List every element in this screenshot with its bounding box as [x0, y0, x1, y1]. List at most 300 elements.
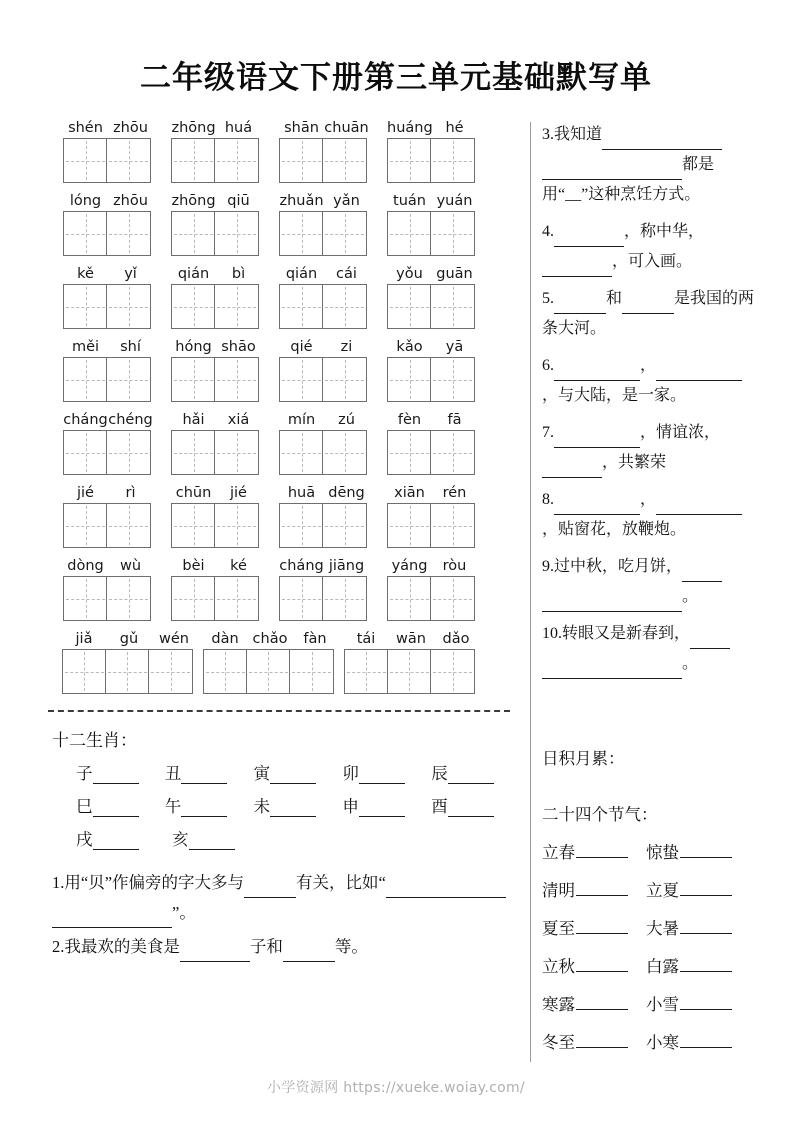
grid-boxes: [63, 211, 153, 256]
pinyin-syllable: dàn: [211, 631, 239, 647]
solar-term-cell: [542, 1029, 646, 1053]
syllable-labels: [171, 118, 261, 138]
grid-boxes: [279, 503, 369, 548]
answer-blank[interactable]: [448, 783, 494, 784]
question-6-text-c: ，与: [542, 387, 575, 404]
pinyin-syllable: qián: [285, 266, 318, 282]
zodiac-cell: [431, 760, 520, 784]
answer-blank[interactable]: [680, 1047, 732, 1048]
pinyin-syllable: zhōu: [113, 120, 148, 136]
pinyin-syllable: chǎo: [252, 631, 288, 647]
answer-blank[interactable]: [542, 179, 682, 180]
grid-boxes: [387, 503, 477, 548]
answer-blank[interactable]: [656, 514, 742, 515]
solar-term-cell: [542, 877, 646, 901]
question-item-2: [52, 932, 518, 962]
question-2-text-a: 2.我最欢的美食是: [52, 937, 180, 956]
tianzige-box[interactable]: [171, 357, 216, 402]
pinyin-syllable: fèn: [397, 412, 422, 428]
answer-blank[interactable]: [690, 648, 730, 649]
syllable-labels: [63, 118, 153, 138]
tianzige-box[interactable]: [171, 430, 216, 475]
tianzige-box[interactable]: [279, 357, 324, 402]
syllable-labels: [63, 337, 153, 357]
solar-term-cell: [646, 877, 732, 901]
answer-blank[interactable]: [542, 276, 612, 277]
tianzige-box[interactable]: [214, 503, 259, 548]
answer-blank[interactable]: [189, 849, 235, 850]
pinyin-syllable: wén: [159, 631, 189, 647]
answer-blank[interactable]: [576, 895, 628, 896]
tianzige-box[interactable]: [63, 357, 108, 402]
syllable-labels: [63, 483, 153, 503]
answer-blank[interactable]: [270, 783, 316, 784]
tianzige-box[interactable]: [203, 649, 248, 694]
grid-boxes: [63, 576, 153, 621]
pinyin-syllable: huā: [287, 485, 316, 501]
answer-blank[interactable]: [93, 849, 139, 850]
tianzige-box[interactable]: [430, 576, 475, 621]
answer-blank[interactable]: [52, 927, 172, 928]
daily-accumulation-heading: 日积月累：: [542, 749, 625, 768]
answer-blank[interactable]: [181, 816, 227, 817]
pinyin-syllable: hǎi: [182, 412, 205, 428]
syllable-labels: [171, 191, 261, 211]
question-9-text-b: 。: [682, 588, 699, 605]
tianzige-box[interactable]: [148, 649, 193, 694]
syllable-labels: [203, 629, 338, 649]
tianzige-box[interactable]: [106, 503, 151, 548]
question-7-text-a: 7.: [542, 424, 554, 441]
dashed-separator: [48, 710, 510, 712]
answer-blank[interactable]: [542, 678, 682, 679]
tianzige-box[interactable]: [322, 138, 367, 183]
solar-term-cell: [646, 1029, 732, 1053]
zodiac-cell: [431, 793, 520, 817]
answer-blank[interactable]: [542, 611, 682, 612]
question-7-text-c: ，共繁荣: [602, 454, 667, 471]
grid-boxes: [387, 357, 477, 402]
tianzige-box[interactable]: [322, 503, 367, 548]
tianzige-box[interactable]: [214, 284, 259, 329]
tianzige-box[interactable]: [106, 211, 151, 256]
grid-boxes: [63, 138, 153, 183]
solar-term-label: 立春: [542, 843, 575, 862]
syllable-labels: [387, 410, 477, 430]
word-group: [203, 629, 338, 694]
tianzige-box[interactable]: [214, 430, 259, 475]
word-group: [279, 410, 369, 475]
answer-blank[interactable]: [359, 816, 405, 817]
word-group: [387, 410, 477, 475]
pinyin-syllable: qié: [290, 339, 313, 355]
solar-term-label: 小雪: [646, 995, 679, 1014]
pinyin-syllable: zi: [340, 339, 353, 355]
answer-blank[interactable]: [554, 447, 640, 448]
column-divider: [530, 122, 531, 1062]
grid-boxes: [387, 211, 477, 256]
zodiac-label: 申: [342, 797, 359, 816]
tianzige-box[interactable]: [430, 211, 475, 256]
grid-boxes: [279, 576, 369, 621]
page-title: 二年级语文下册第三单元基础默写单: [140, 60, 652, 95]
pinyin-syllable: měi: [71, 339, 100, 355]
syllable-labels: [279, 118, 369, 138]
grid-boxes: [387, 576, 477, 621]
answer-blank[interactable]: [680, 857, 732, 858]
syllable-labels: [387, 483, 477, 503]
pinyin-syllable: kǎo: [396, 339, 423, 355]
pinyin-syllable: cháng: [279, 558, 324, 574]
pinyin-row: [20, 264, 520, 329]
answer-blank[interactable]: [656, 380, 742, 381]
tianzige-box[interactable]: [106, 430, 151, 475]
pinyin-syllable: jié: [230, 485, 247, 501]
tianzige-box[interactable]: [63, 576, 108, 621]
tianzige-box[interactable]: [63, 430, 108, 475]
question-item-7: [542, 418, 758, 478]
pinyin-syllable: mín: [287, 412, 316, 428]
solar-term-label: 清明: [542, 881, 575, 900]
zodiac-label: 未: [253, 797, 271, 816]
solar-term-label: 冬至: [542, 1033, 575, 1052]
tianzige-box[interactable]: [214, 211, 259, 256]
pinyin-syllable: dēng: [328, 485, 365, 501]
question-7-text-b: ，情谊浓，: [640, 424, 721, 441]
tianzige-box[interactable]: [387, 430, 432, 475]
question-9-text-a: 9.过中秋，吃月饼，: [542, 558, 683, 575]
answer-blank[interactable]: [448, 816, 494, 817]
word-group: [63, 191, 153, 256]
tianzige-box[interactable]: [63, 211, 108, 256]
word-group: [387, 556, 477, 621]
solar-term-cell: [646, 915, 732, 939]
word-group: [171, 483, 261, 548]
solar-term-cell: [542, 991, 646, 1015]
zodiac-label: 卯: [342, 764, 359, 783]
zodiac-label: 亥: [172, 830, 189, 849]
syllable-labels: [387, 264, 477, 284]
question-8-text-b: ，: [640, 491, 657, 508]
pinyin-syllable: yǒu: [396, 266, 423, 282]
tianzige-box[interactable]: [106, 357, 151, 402]
pinyin-syllable: shí: [120, 339, 141, 355]
pinyin-syllable: zhōu: [113, 193, 148, 209]
word-group: [279, 191, 369, 256]
answer-blank[interactable]: [359, 783, 405, 784]
pinyin-syllable: ké: [230, 558, 247, 574]
word-group: [63, 410, 153, 475]
pinyin-syllable: qiū: [227, 193, 250, 209]
tianzige-box[interactable]: [106, 576, 151, 621]
solar-term-row: [542, 991, 758, 1015]
zodiac-label: 巳: [76, 797, 93, 816]
answer-blank[interactable]: [682, 581, 722, 582]
solar-term-row: [542, 953, 758, 977]
zodiac-row: [52, 826, 520, 850]
solar-term-cell: [542, 915, 646, 939]
word-group: [63, 556, 153, 621]
pinyin-syllable: lóng: [69, 193, 102, 209]
word-group: [171, 264, 261, 329]
answer-blank[interactable]: [554, 380, 640, 381]
pinyin-syllable: tái: [356, 631, 376, 647]
pinyin-row: [20, 337, 520, 402]
question-5-text-b: 和: [606, 290, 623, 307]
tianzige-box[interactable]: [279, 138, 324, 183]
zodiac-cell: [342, 793, 431, 817]
solar-term-label: 小寒: [646, 1033, 679, 1052]
pinyin-row: [20, 118, 520, 183]
pinyin-syllable: gǔ: [119, 631, 139, 647]
pinyin-syllable: chuān: [324, 120, 369, 136]
solar-term-row: [542, 877, 758, 901]
tianzige-box[interactable]: [214, 576, 259, 621]
tianzige-box[interactable]: [344, 649, 389, 694]
syllable-labels: [63, 264, 153, 284]
word-group: [279, 337, 369, 402]
tianzige-box[interactable]: [387, 649, 432, 694]
tianzige-box[interactable]: [279, 284, 324, 329]
question-6-text-a: 6.: [542, 357, 554, 374]
answer-blank[interactable]: [680, 1009, 732, 1010]
pinyin-syllable: hóng: [175, 339, 212, 355]
syllable-labels: [387, 191, 477, 211]
tianzige-box[interactable]: [279, 576, 324, 621]
tianzige-box[interactable]: [171, 284, 216, 329]
zodiac-cell: [76, 760, 165, 784]
answer-blank[interactable]: [576, 1009, 628, 1010]
tianzige-box[interactable]: [430, 138, 475, 183]
pinyin-syllable: huá: [224, 120, 253, 136]
tianzige-box[interactable]: [171, 211, 216, 256]
pinyin-syllable: yuán: [436, 193, 473, 209]
pinyin-syllable: huáng: [387, 120, 433, 136]
answer-blank[interactable]: [93, 816, 139, 817]
pinyin-syllable: guān: [436, 266, 473, 282]
question-4-text-b: ，称中华，: [624, 223, 705, 240]
question-10-text-b: 。: [682, 655, 699, 672]
answer-blank[interactable]: [181, 783, 227, 784]
tianzige-box[interactable]: [279, 211, 324, 256]
word-group: [279, 483, 369, 548]
answer-blank[interactable]: [576, 933, 628, 934]
tianzige-box[interactable]: [279, 430, 324, 475]
answer-blank[interactable]: [244, 897, 296, 898]
tianzige-box[interactable]: [63, 138, 108, 183]
word-group: [171, 410, 261, 475]
syllable-labels: [171, 556, 261, 576]
tianzige-box[interactable]: [430, 503, 475, 548]
tianzige-box[interactable]: [322, 357, 367, 402]
zodiac-cell: [342, 760, 431, 784]
answer-blank[interactable]: [180, 961, 250, 962]
syllable-labels: [279, 410, 369, 430]
pinyin-syllable: zhōng: [171, 193, 216, 209]
pinyin-syllable: xiá: [227, 412, 250, 428]
tianzige-box[interactable]: [322, 576, 367, 621]
tianzige-box[interactable]: [171, 138, 216, 183]
pinyin-syllable: bèi: [182, 558, 205, 574]
pinyin-syllable: dòng: [67, 558, 104, 574]
zodiac-label: 辰: [431, 764, 448, 783]
word-group: [63, 264, 153, 329]
grid-boxes: [63, 284, 153, 329]
word-group: [279, 556, 369, 621]
tianzige-box[interactable]: [322, 211, 367, 256]
zodiac-cell: [172, 826, 268, 850]
tianzige-box[interactable]: [214, 138, 259, 183]
grid-boxes: [63, 357, 153, 402]
pinyin-row: [20, 191, 520, 256]
tianzige-box[interactable]: [430, 357, 475, 402]
answer-blank[interactable]: [93, 783, 139, 784]
answer-blank[interactable]: [386, 897, 506, 898]
grid-boxes: [63, 430, 153, 475]
word-group: [63, 118, 153, 183]
solar-term-label: 夏至: [542, 919, 575, 938]
answer-blank[interactable]: [576, 857, 628, 858]
syllable-labels: [63, 410, 153, 430]
right-column: [542, 120, 758, 1053]
pinyin-row: [20, 629, 520, 694]
answer-blank[interactable]: [554, 313, 606, 314]
zodiac-label: 戌: [76, 830, 93, 849]
tianzige-box[interactable]: [322, 284, 367, 329]
tianzige-box[interactable]: [322, 430, 367, 475]
grid-boxes: [62, 649, 197, 694]
question-8-text-c: ，贴: [542, 521, 575, 538]
word-group: [387, 264, 477, 329]
question-6-text-b: ，: [640, 357, 657, 374]
pinyin-writing-grid: [20, 118, 520, 694]
syllable-labels: [279, 264, 369, 284]
syllable-labels: [171, 483, 261, 503]
tianzige-box[interactable]: [106, 138, 151, 183]
question-item-10: [542, 619, 758, 679]
pinyin-row: [20, 556, 520, 621]
answer-blank[interactable]: [622, 313, 674, 314]
tianzige-box[interactable]: [430, 284, 475, 329]
tianzige-box[interactable]: [106, 284, 151, 329]
answer-blank[interactable]: [283, 961, 335, 962]
question-1-text-b: 有关，比如“: [296, 873, 386, 892]
solar-terms-heading: 二十四个节气：: [542, 805, 658, 824]
grid-boxes: [171, 503, 261, 548]
question-item-5: [542, 284, 758, 344]
zodiac-cell: [76, 793, 165, 817]
syllable-labels: [387, 337, 477, 357]
answer-blank[interactable]: [680, 971, 732, 972]
grid-boxes: [279, 430, 369, 475]
tianzige-box[interactable]: [289, 649, 334, 694]
solar-term-row: [542, 839, 758, 863]
syllable-labels: [279, 556, 369, 576]
tianzige-box[interactable]: [387, 284, 432, 329]
pinyin-syllable: fā: [447, 412, 462, 428]
grid-boxes: [203, 649, 338, 694]
answer-blank[interactable]: [576, 971, 628, 972]
tianzige-box[interactable]: [387, 138, 432, 183]
tianzige-box[interactable]: [430, 430, 475, 475]
pinyin-syllable: shāo: [221, 339, 256, 355]
zodiac-label: 寅: [253, 764, 271, 783]
tianzige-box[interactable]: [214, 357, 259, 402]
answer-blank[interactable]: [680, 895, 732, 896]
answer-blank[interactable]: [680, 933, 732, 934]
answer-blank[interactable]: [542, 477, 602, 478]
solar-term-cell: [646, 839, 732, 863]
tianzige-box[interactable]: [387, 503, 432, 548]
grid-boxes: [171, 576, 261, 621]
answer-blank[interactable]: [554, 246, 624, 247]
zodiac-cell: [254, 760, 343, 784]
answer-blank[interactable]: [576, 1047, 628, 1048]
tianzige-box[interactable]: [387, 576, 432, 621]
pinyin-row: [20, 410, 520, 475]
solar-term-label: 大暑: [646, 919, 679, 938]
question-3-text-a: 3.我知道: [542, 126, 603, 143]
grid-boxes: [171, 357, 261, 402]
question-2-text-c: 等。: [334, 937, 368, 956]
pinyin-syllable: zhuǎn: [279, 193, 324, 209]
tianzige-box[interactable]: [387, 357, 432, 402]
pinyin-syllable: wān: [396, 631, 426, 647]
question-item-1: [52, 868, 518, 928]
tianzige-box[interactable]: [430, 649, 475, 694]
zodiac-cell: [165, 793, 254, 817]
grid-boxes: [279, 138, 369, 183]
tianzige-box[interactable]: [62, 649, 107, 694]
zodiac-label: 子: [76, 764, 93, 783]
left-column: [20, 118, 520, 966]
tianzige-box[interactable]: [105, 649, 150, 694]
tianzige-box[interactable]: [246, 649, 291, 694]
grid-boxes: [63, 503, 153, 548]
question-4-text-a: 4.: [542, 223, 554, 240]
word-group: [344, 629, 479, 694]
pinyin-syllable: kě: [77, 266, 94, 282]
tianzige-box[interactable]: [63, 503, 108, 548]
question-item-8: [542, 485, 758, 545]
grid-boxes: [387, 284, 477, 329]
question-item-4: [542, 217, 758, 277]
answer-blank[interactable]: [554, 514, 640, 515]
pinyin-syllable: fàn: [303, 631, 327, 647]
tianzige-box[interactable]: [387, 211, 432, 256]
word-group: [171, 191, 261, 256]
syllable-labels: [62, 629, 197, 649]
tianzige-box[interactable]: [171, 503, 216, 548]
zodiac-label: 酉: [431, 797, 448, 816]
question-8-text-d: 窗花，放鞭炮。: [574, 521, 687, 538]
tianzige-box[interactable]: [63, 284, 108, 329]
solar-term-label: 白露: [646, 957, 679, 976]
word-group: [387, 337, 477, 402]
syllable-labels: [171, 410, 261, 430]
grid-boxes: [387, 138, 477, 183]
answer-blank[interactable]: [602, 149, 722, 150]
watermark: 小学资源网 https://xueke.woiay.com/: [267, 1080, 525, 1096]
question-1-text-a: 1.用“贝”作偏旁的字大多与: [52, 873, 245, 892]
tianzige-box[interactable]: [171, 576, 216, 621]
grid-boxes: [171, 284, 261, 329]
pinyin-syllable: jiāng: [328, 558, 365, 574]
answer-blank[interactable]: [270, 816, 316, 817]
solar-term-label: 惊蛰: [646, 843, 679, 862]
pinyin-syllable: jié: [77, 485, 94, 501]
tianzige-box[interactable]: [279, 503, 324, 548]
